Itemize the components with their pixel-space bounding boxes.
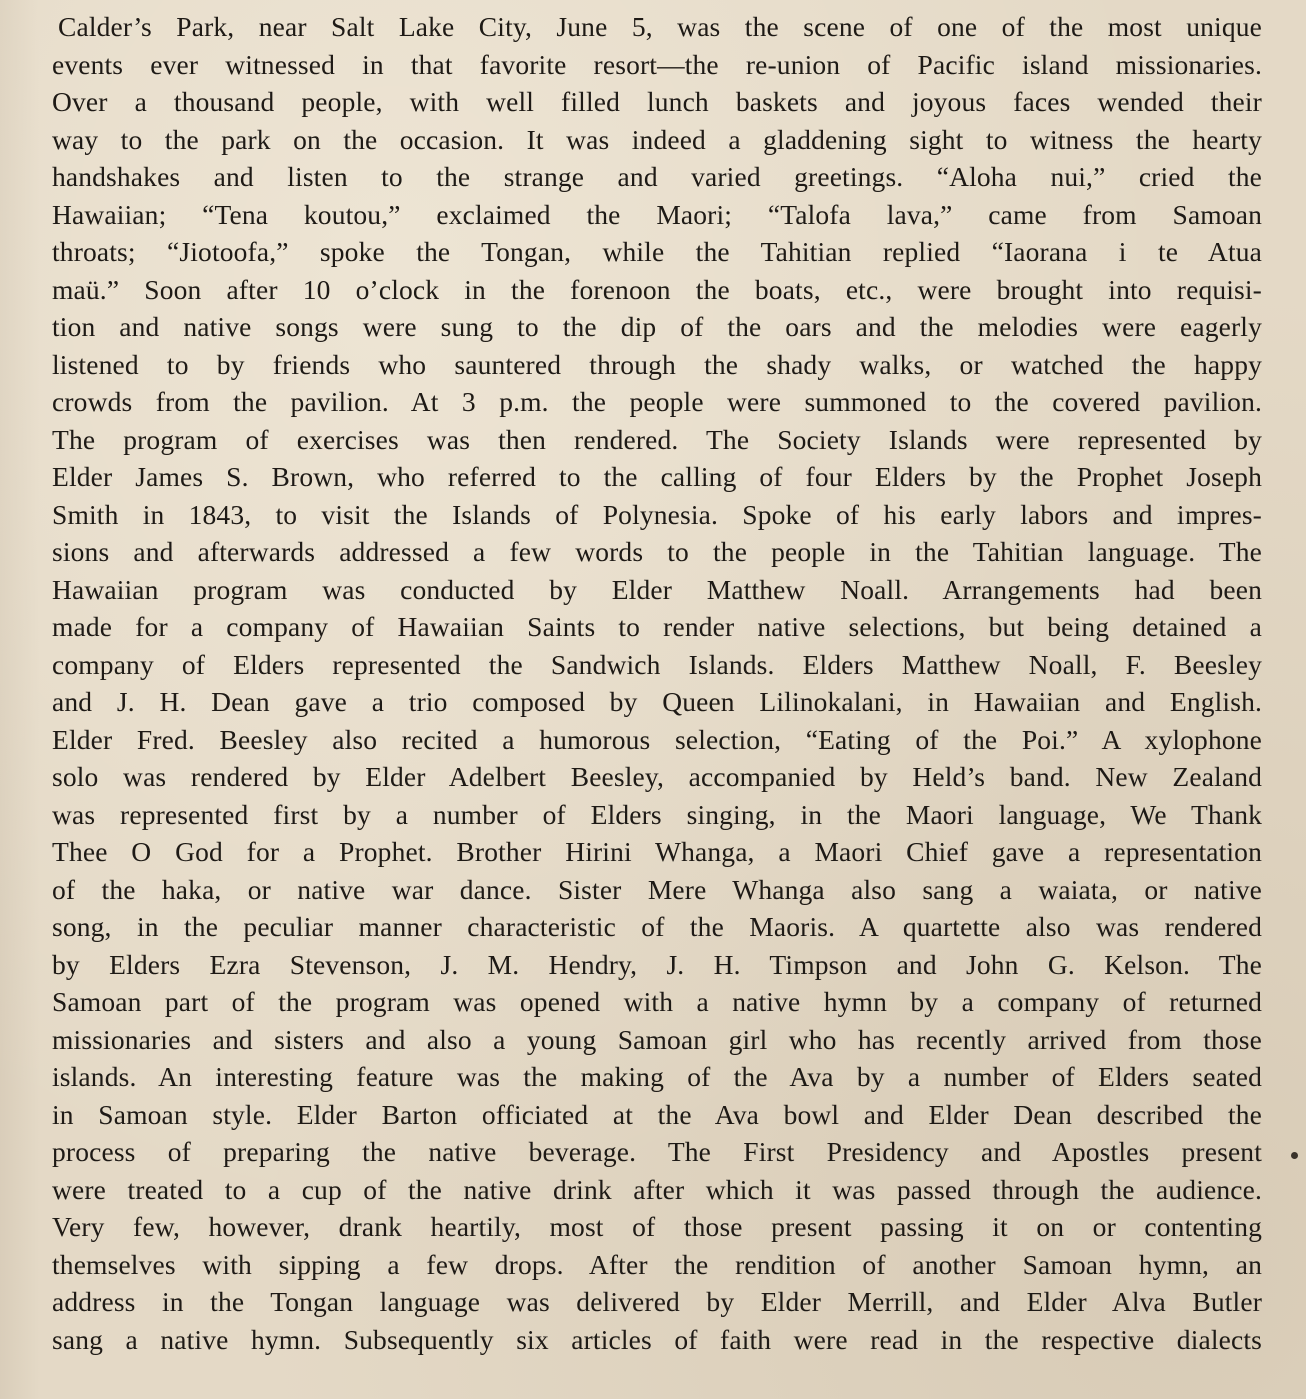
text-line: company of Elders represented the Sandwich Islands. Elders Matthew Noall, F. Beesley xyxy=(52,648,1262,680)
text-line: sions and afterwards addressed a few words to the people in the Tahitian language. The xyxy=(52,536,1262,567)
text-line: handshakes and listen to the strange and varied greetings. “Aloha nui,” cried the xyxy=(52,161,1262,192)
text-line: The program of exercises was then rendered. The Society Islands were represented by xyxy=(52,423,1262,455)
text-line: address in the Tongan language was delivered by Elder Merrill, and Elder Alva Butler xyxy=(52,1286,1262,1317)
text-line: maü.” Soon after 10 o’clock in the forenoon the boats, etc., were brought into requisi- xyxy=(52,273,1262,305)
text-line: missionaries and sisters and also a young Samoan girl who has recently arrived from those xyxy=(52,1023,1262,1055)
text-line: in Samoan style. Elder Barton officiated at the Ava bowl and Elder Dean described the xyxy=(52,1098,1262,1130)
text-line: song, in the peculiar manner characteristic of the Maoris. A quartette also was rendered xyxy=(52,911,1262,942)
text-line: Very few, however, drank heartily, most of those present passing it on or contenting xyxy=(52,1211,1262,1242)
text-line: islands. An interesting feature was the making of the Ava by a number of Elders seated xyxy=(52,1061,1262,1092)
text-line: was represented first by a number of Elders singing, in the Maori language, We Thank xyxy=(52,798,1262,830)
text-line: listened to by friends who sauntered through the shady walks, or watched the happy xyxy=(52,348,1262,380)
text-line: Hawaiian; “Tena koutou,” exclaimed the Maori; “Talofa lava,” came from Samoan xyxy=(52,198,1262,230)
margin-dot-mark xyxy=(1291,1152,1298,1159)
text-line: solo was rendered by Elder Adelbert Beesley, accompanied by Held’s band. New Zealand xyxy=(52,761,1262,792)
text-line: Calder’s Park, near Salt Lake City, June 5, was the scene of one of the most unique xyxy=(58,11,1262,42)
text-line: Samoan part of the program was opened with a native hymn by a company of returned xyxy=(52,986,1262,1017)
text-line: made for a company of Hawaiian Saints to render native selections, but being detained a xyxy=(52,611,1262,642)
text-line: themselves with sipping a few drops. After the rendition of another Samoan hymn, an xyxy=(52,1248,1262,1280)
text-line: Elder Fred. Beesley also recited a humorous selection, “Eating of the Poi.” A xylophone xyxy=(52,723,1262,755)
text-line: crowds from the pavilion. At 3 p.m. the people were summoned to the covered pavilion. xyxy=(52,386,1262,417)
text-line: tion and native songs were sung to the dip of the oars and the melodies were eagerly xyxy=(52,311,1262,342)
text-line: of the haka, or native war dance. Sister Mere Whanga also sang a waiata, or native xyxy=(52,873,1262,905)
text-line: Smith in 1843, to visit the Islands of Polynesia. Spoke of his early labors and impres- xyxy=(52,498,1262,530)
text-line: by Elders Ezra Stevenson, J. M. Hendry, J. H. Timpson and John G. Kelson. The xyxy=(52,948,1262,980)
text-line: were treated to a cup of the native drink after which it was passed through the audience. xyxy=(52,1173,1262,1205)
text-line: Hawaiian program was conducted by Elder Matthew Noall. Arrangements had been xyxy=(52,573,1262,605)
text-line: process of preparing the native beverage. The First Presidency and Apostles present xyxy=(52,1136,1262,1167)
text-line: events ever witnessed in that favorite resort—the re-union of Pacific island missionaries. xyxy=(52,48,1262,80)
body-text xyxy=(52,8,1262,1358)
text-line: Thee O God for a Prophet. Brother Hirini Whanga, a Maori Chief gave a representation xyxy=(52,836,1262,867)
text-line: Over a thousand people, with well filled lunch baskets and joyous faces wended their xyxy=(52,86,1262,117)
text-line: throats; “Jiotoofa,” spoke the Tongan, while the Tahitian replied “Iaorana i te Atua xyxy=(52,236,1262,267)
text-line: way to the park on the occasion. It was indeed a gladdening sight to witness the hearty xyxy=(52,123,1262,155)
text-line: sang a native hymn. Subsequently six articles of faith were read in the respective dialects xyxy=(52,1323,1262,1355)
text-line: Elder James S. Brown, who referred to the calling of four Elders by the Prophet Joseph xyxy=(52,461,1262,492)
text-line: and J. H. Dean gave a trio composed by Queen Lilinokalani, in Hawaiian and English. xyxy=(52,686,1262,717)
